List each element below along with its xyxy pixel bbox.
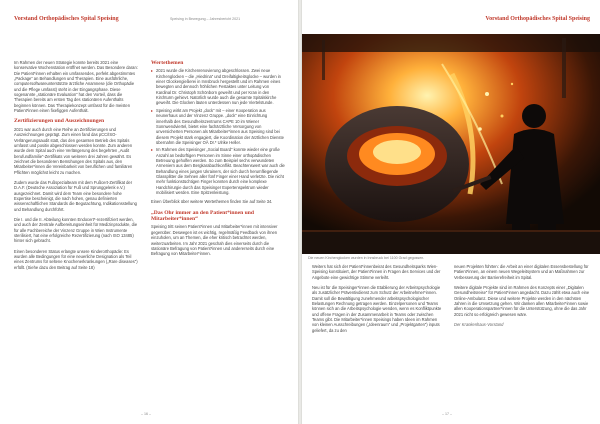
section-heading: Zertifizierungen und Auszeichnungen (14, 118, 105, 125)
list-item: ▸ Speising wirkt am Projekt „dock“ mit – einer Kooperation aus neunerhaus und der Vinzenz Gruppe. „dock“ eine Einrichtung innerhalb des Gesundheitszentrums CAPE 10 im Wiener Sonnwendviertel, bietet eine fachärztliche Versorgung von unversicherten Personen als Mitarbeiter*innen aus Speising sind bei diesem Projekt stark engagiert, die Koordination der ärztlichen Dienste übernahm die Speisinger OÄ Dr.* Ulrike Heller. (151, 108, 285, 145)
paragraph: Im Rahmen der neuen Strategie konnte bereits 2021 eine konservative Wochenstation eröffnet werden. Das Besondere daran: Die Patient*innen erhalten ein umfassendes, perfekt abgestimmtes „Package“ an Behandlungen und Therapien. Eine ausführliche, computersoftwareunterstützte ärztliche Anamnese (die Orthopädie und die Pflege umfasst) steht in der Eingangsphase. Diese sogenannte „stationäre Evaluation“ hat den Vorteil, dass die Therapien bereits am ersten Tag des stationären Aufenthalts beginnen können. Das Therapiekonzept umfasst für die meisten Patient*innen einen fixefiggen Aufenthalt. (14, 60, 138, 114)
running-head-left: Vorstand Orthopädisches Spital Speising (14, 16, 119, 22)
list-item: ▸ 2021 wurde die Kirchenrenovierung abgeschlossen. Zwei neue Kirchenglocken – die „Hiedrina“ und Dreifaltigkeitsglocke – wurden in einer Glockengießerei in Innsbruck hergestellt und im Rahmen eines bewegten und dennoch fröhlichen Festaktes unter Leitung von Kardinal Dr. Christoph Schönborn geweiht und per Kran in den Kirchturm gehievt. Natürlich wurde auch die gesamte Spitalskirche geweiht. Die Glocken läuten unterdessen nun jede Viertelstunde. (151, 68, 285, 105)
paragraph: 2021 war auch durch eine Reihe an Zertifizierungen und Auszeichnungen geprägt. Zum einen fand das pCC/ISO-Verlängerungsaudit statt, das den gesamten Betrieb des Spitals umfasst und positiv abgeschlossen werden konnte. Zum anderen wurde dem Spital auch eine Verlängerung des begehrten „Audit berufundfamilie“-Zertifikats von weiteren drei Jahren gewährt. Es zeichnet die besonderen Bemühungen des Spitals aus, den Mitarbeiter*innen die Vereinbarkeit von beruflichen und familiären Pflichten möglichst leicht zu machen. (14, 126, 133, 175)
paragraph: Weiters hat sich der Patient*innenbeirat des Gesundheitsparks Wien-Speising konstituiert, der Patient*innen in Fragen des Services und der Angebote eine gewichtige Stimme verleiht. (312, 264, 441, 280)
paragraph: Einen besonderen Status erlangte unsere Kinderorthopädie: Es wurden alle Bedingungen für eine neuerliche Designation als Teil eines Zentrums für seltene Knochenerkrankungen („Rare diseases“) erfüllt. (Siehe dazu den Beitrag auf Seite 18) (14, 248, 138, 270)
signature-line: Der Krankenhaus-Vorstand (454, 322, 504, 328)
page-number-right: – 17 – (442, 412, 452, 416)
paragraph: Einen Überblick über weitere Wertethemen finden Sie auf Seite 34. (151, 199, 273, 205)
bullet-list (151, 68, 285, 195)
right-column-1 (312, 264, 444, 338)
left-page (0, 0, 298, 424)
bell-casting-photo (302, 34, 600, 254)
running-head-right: Vorstand Orthopädisches Spital Speising (485, 16, 590, 22)
paragraph: Speising tritt seinen Patient*innen und Mitarbeiter*innen mit intensiver gegenüber. Deswegen ist es wichtig, regelmäßig Feedback von ihnen einzuholen, um an Themen, die eher kritisch betrachtet werden, weiterzuarbeiten. Im Jahr 2021 geschah dies einerseits durch die stationäre Befragung von Patient*innen und andererseits durch eine Befragung von Mitarbeiter*innen. (151, 224, 278, 257)
right-column-2 (454, 264, 590, 332)
photo-caption: Die neuen Kirchenglocken wurden in Innsbruck bei 1100 Grad gegossen. (308, 256, 425, 260)
running-tag: Speising in Bewegung – Jahresbericht 2021 (170, 17, 241, 21)
paragraph: Zudem wurde das Fußspezialteam mit dem Fußcert-Zertifikat der D.A.F. (Deutsche Assoziation für Fuß und Sprunggelenk e.V.) ausgezeichnet. Damit wird dem Team eine besondere hohe Expertise bescheinigt, die nach hohen, genau definierten wissenschaftlichen Standards die Begutachtung, Indikationsstellung und Behandlung durchführt. (14, 179, 137, 212)
left-column-2 (151, 60, 285, 262)
page-number-left: – 16 – (141, 412, 151, 416)
left-column-1 (14, 60, 138, 275)
paragraph: Neu ist für die Speisinger*innen die Etablierung der Arbeitspsychologie als zusätzlicher Präventivdienst zum Schutz der Arbeitnehmer*innen. Damit soll die Bewältigung zunehmender arbeitspsychologischer Belastungen Rechnung getragen werden. Einzelpersonen und Teams können sich an die Arbeitspsychologie wenden, wenn es Konfliktpunkte und offene Fragen in der Zusammenarbeit in Teams oder zwischen Teams gibt. Die Mitarbeiter*innen Speisings haben Ideen im Rahmen von kleinen Ausschreibungen („Ideenraum“ und „Projektgarten“) inputs geliefert, da zu den (312, 285, 442, 333)
section-heading: „Das Ohr immer an den Patient*innen und Mitarbeiter*innen“ (151, 209, 254, 223)
paragraph: neuen Projekten führten: die Arbeit an einer digitalen Essensbestellung für Patient*innen, an einem neuen Wegeleitsystem und an Maßnahmen zur Verbesserung der Barrierefreiheit im Spital. (454, 264, 589, 280)
paragraph: Weitere digitale Projekte sind im Rahmen des Konzepts einer „Digitalen Gesundheitsreise“ für Patient*innen angedacht. Dazu zählt etwa auch eine Online-Ambulanz. Diese und weitere Projekte werden in den nächsten Jahren in die Umsetzung gehen. Wir danken allen Mitarbeiter*innen sowie allen Kooperationspartner*innen für die Unterstützung, ohne die das Jahr 2021 nicht so erfolgreich gewesen wäre. (454, 285, 590, 317)
list-item: ▸ Im Rahmen des Speisinger „Social Board“ konnte wieder eine große Anzahl an bedürftigen Personen im Sinne einer orthopädischen Betreuung geholfen werden. So zum Beispiel sechs verwundeten Armeniern aus dem Bergkarabachkonflikt. Beachtenswert war auch die Behandlung eines jungen Ukrainers, der sich durch herumfliegende Glassplitter die Sehnen aller fünf Finger einer Hand verletzte. Die nicht mehr funktionstüchtigen Finger konnten durch eine komplexe Handchirurgie durch das Speisinger Expertenspektrum wieder mobilisiert werden. Eine Spitzenleistung. (151, 147, 285, 195)
paragraph: Die I. und die II. Abteilung konnten Endocert*-rezertifiziert werden, und auch der Zentrale Aufbereitungseinheit für Medizinprodukte, die für alle Fachbereiche der Vinzenz Gruppe in Wien Instrumente sterilisiert, hat eine erfolgreiche Rezertifizierung (nach ISO 13485) hinter sich gebracht. (14, 217, 138, 244)
section-heading: Wertethemen (151, 60, 184, 66)
right-page (302, 0, 600, 424)
